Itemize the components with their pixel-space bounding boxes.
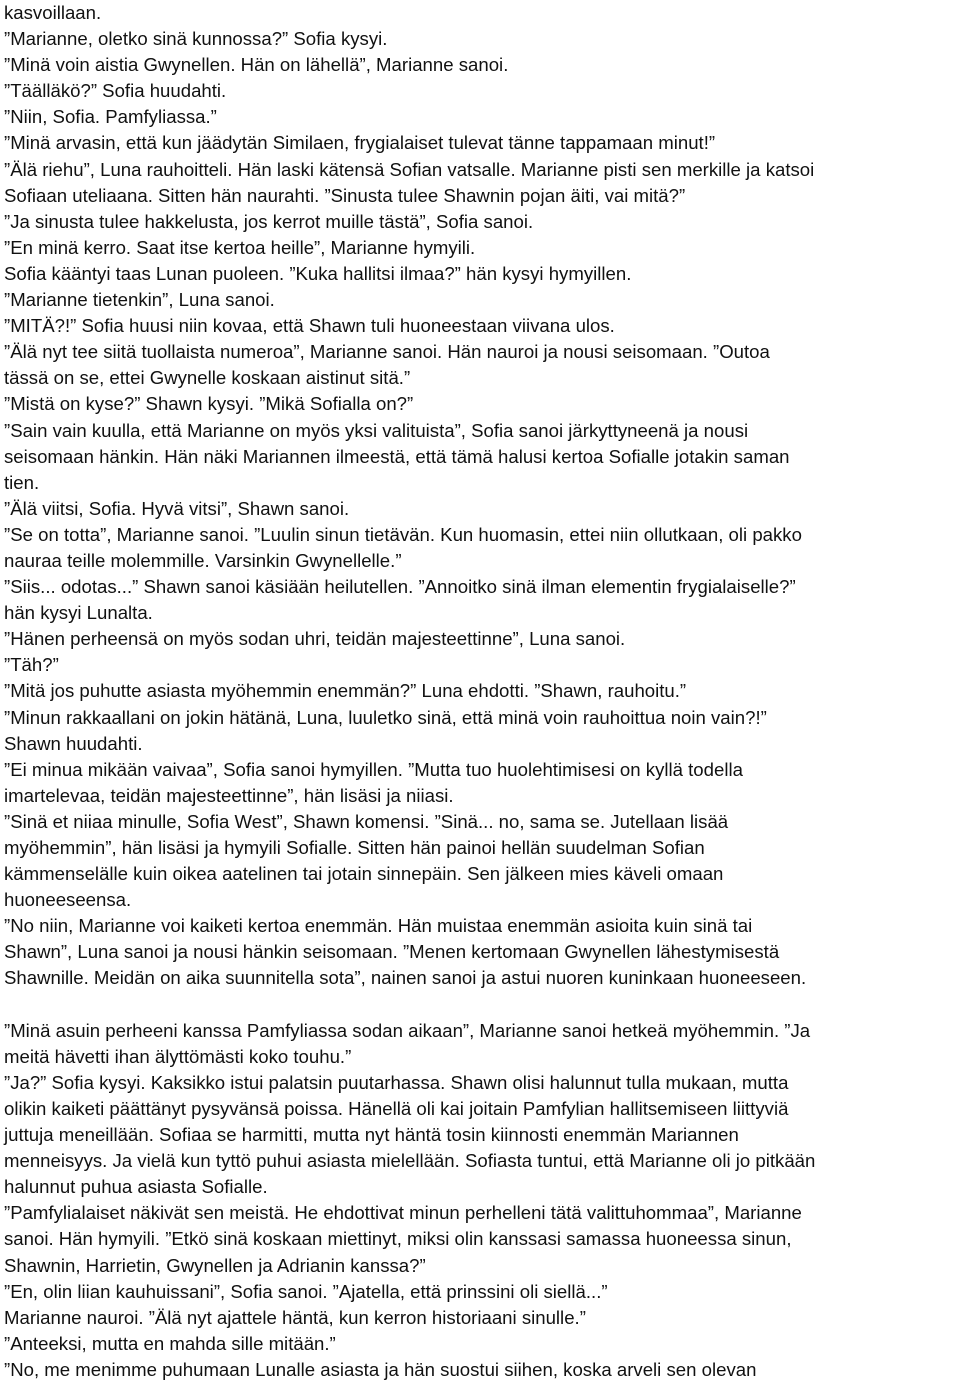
text-line: ”No, me menimme puhumaan Lunalle asiasta ja hän suostui siihen, koska arveli sen olevan: [4, 1358, 757, 1380]
text-line: ”Ja?” Sofia kysyi. Kaksikko istui palatsin puutarhassa. Shawn olisi halunnut tulla mukaan, mutta: [4, 1071, 789, 1093]
text-line: kasvoillaan.: [4, 2, 102, 23]
text-line: ”Mitä jos puhutte asiasta myöhemmin enemmän?” Luna ehdotti. ”Shawn, rauhoitu.”: [4, 680, 687, 702]
text-line: ”Minä arvasin, että kun jäädytän Similaen, frygialaiset tulevat tänne tappamaan minut!”: [4, 132, 716, 154]
text-line: ”No niin, Marianne voi kaiketi kertoa enemmän. Hän muistaa enemmän asioita kuin sinä tai: [4, 915, 753, 937]
text-line: halunnut puhua asiasta Sofialle.: [4, 1176, 268, 1198]
text-line: ”Älä nyt tee siitä tuollaista numeroa”, Marianne sanoi. Hän nauroi ja nousi seisomaan. ”Outoa: [4, 341, 770, 363]
text-line: Sofiaan uteliaana. Sitten hän naurahti. ”Sinusta tulee Shawnin pojan äiti, vai mitä?”: [4, 184, 686, 206]
text-line: ”Siis... odotas...” Shawn sanoi käsiään heilutellen. ”Annoitko sinä ilman elementin frygialaiselle?”: [4, 576, 796, 598]
text-line: ”Minä voin aistia Gwynellen. Hän on lähellä”, Marianne sanoi.: [4, 54, 509, 76]
text-line: huoneeseensa.: [4, 889, 132, 911]
text-line: ”En, olin liian kauhuissani”, Sofia sanoi. ”Ajatella, että prinssini oli siellä...”: [4, 1280, 608, 1302]
document-page: [4, 0, 956, 1383]
text-line: ”Älä viitsi, Sofia. Hyvä vitsi”, Shawn sanoi.: [4, 497, 350, 519]
text-line: ”Mistä on kyse?” Shawn kysyi. ”Mikä Sofialla on?”: [4, 393, 414, 415]
text-line: ”Minä asuin perheeni kanssa Pamfyliassa sodan aikaan”, Marianne sanoi hetkeä myöhemmin. ”Ja: [4, 1019, 811, 1041]
text-line: ”Sain vain kuulla, että Marianne on myös yksi valituista”, Sofia sanoi järkyttyneenä ja nousi: [4, 419, 749, 441]
text-line: ”Marianne tietenkin”, Luna sanoi.: [4, 289, 275, 311]
text-line: Marianne nauroi. ”Älä nyt ajattele häntä, kun kerron historiaani sinulle.”: [4, 1306, 586, 1328]
text-section-2: [4, 1018, 956, 1383]
text-line: ”Ei minua mikään vaivaa”, Sofia sanoi hymyillen. ”Mutta tuo huolehtimisesi on kyllä todella: [4, 758, 743, 780]
paragraph-gap: [4, 992, 956, 1018]
text-line: ”Ja sinusta tulee hakkelusta, jos kerrot muille tästä”, Sofia sanoi.: [4, 210, 534, 232]
text-line: Shawn huudahti.: [4, 732, 143, 754]
text-line: imartelevaa, teidän majesteettinne”, hän lisäsi ja niiasi.: [4, 784, 454, 806]
text-line: juttuja meneillään. Sofiaa se harmitti, mutta nyt häntä tosin kiinnosti enemmän Mariannen: [4, 1124, 739, 1146]
text-line: olikin kaiketi päättänyt pysyvänsä poissa. Hänellä oli kai joitain Pamfylian hallitsemiseen liittyviä: [4, 1097, 789, 1119]
text-line: seisomaan hänkin. Hän näki Mariannen ilmeestä, että tämä halusi kertoa Sofialle jotakin saman: [4, 445, 790, 467]
text-line: myöhemmin”, hän lisäsi ja hymyili Sofialle. Sitten hän painoi hellän suudelman Sofian: [4, 837, 705, 858]
text-line: ”Pamfylialaiset näkivät sen meistä. He ehdottivat minun perhelleni tätä valittuhommaa”, Marianne: [4, 1202, 802, 1224]
text-line: menneisyys. Ja vielä kun tyttö puhui asiasta mielellään. Sofiasta tuntui, että Marianne oli jo pitkään: [4, 1150, 816, 1172]
text-line: nauraa teille molemmille. Varsinkin Gwynellelle.”: [4, 549, 402, 571]
text-line: ”Täh?”: [4, 654, 59, 676]
text-line: ”Sinä et niiaa minulle, Sofia West”, Shawn komensi. ”Sinä... no, sama se. Jutellaan lisää: [4, 810, 729, 832]
text-line: Shawnille. Meidän on aika suunnitella sota”, nainen sanoi ja astui nuoren kuninkaan huoneeseen.: [4, 967, 807, 989]
text-line: ”Se on totta”, Marianne sanoi. ”Luulin sinun tietävän. Kun huomasin, ettei niin ollutkaan, oli pakko: [4, 523, 802, 545]
text-line: hän kysyi Lunalta.: [4, 602, 153, 624]
text-line: ”Niin, Sofia. Pamfyliassa.”: [4, 106, 217, 128]
text-line: ”Täälläkö?” Sofia huudahti.: [4, 80, 227, 102]
text-line: ”En minä kerro. Saat itse kertoa heille”, Marianne hymyili.: [4, 236, 476, 258]
text-section-1: [4, 0, 956, 992]
text-line: ”Älä riehu”, Luna rauhoitteli. Hän laski kätensä Sofian vatsalle. Marianne pisti sen merkille ja katsoi: [4, 158, 815, 180]
text-line: ”Minun rakkaallani on jokin hätänä, Luna, luuletko sinä, että minä voin rauhoittua noin vain?!”: [4, 706, 767, 728]
text-line: ”Anteeksi, mutta en mahda sille mitään.”: [4, 1332, 336, 1354]
text-line: Sofia kääntyi taas Lunan puoleen. ”Kuka hallitsi ilmaa?” hän kysyi hymyillen.: [4, 262, 632, 284]
text-line: kämmenselälle kuin oikea aatelinen tai jotain sinnepäin. Sen jälkeen mies käveli omaan: [4, 863, 724, 885]
text-line: meitä hävetti ihan älyttömästi koko touhu.”: [4, 1045, 352, 1067]
text-line: ”MITÄ?!” Sofia huusi niin kovaa, että Shawn tuli huoneestaan viivana ulos.: [4, 315, 615, 337]
text-line: ”Hänen perheensä on myös sodan uhri, teidän majesteettinne”, Luna sanoi.: [4, 628, 626, 650]
text-line: tässä on se, ettei Gwynelle koskaan aistinut sitä.”: [4, 367, 411, 389]
text-line: Shawn”, Luna sanoi ja nousi hänkin seisomaan. ”Menen kertomaan Gwynellen lähestymisestä: [4, 941, 780, 963]
text-line: tien.: [4, 471, 40, 493]
text-line: Shawnin, Harrietin, Gwynellen ja Adrianin kanssa?”: [4, 1254, 426, 1276]
text-line: sanoi. Hän hymyili. ”Etkö sinä koskaan miettinyt, miksi olin kanssasi samassa huoneessa sinun,: [4, 1228, 792, 1250]
text-line: ”Marianne, oletko sinä kunnossa?” Sofia kysyi.: [4, 28, 388, 50]
